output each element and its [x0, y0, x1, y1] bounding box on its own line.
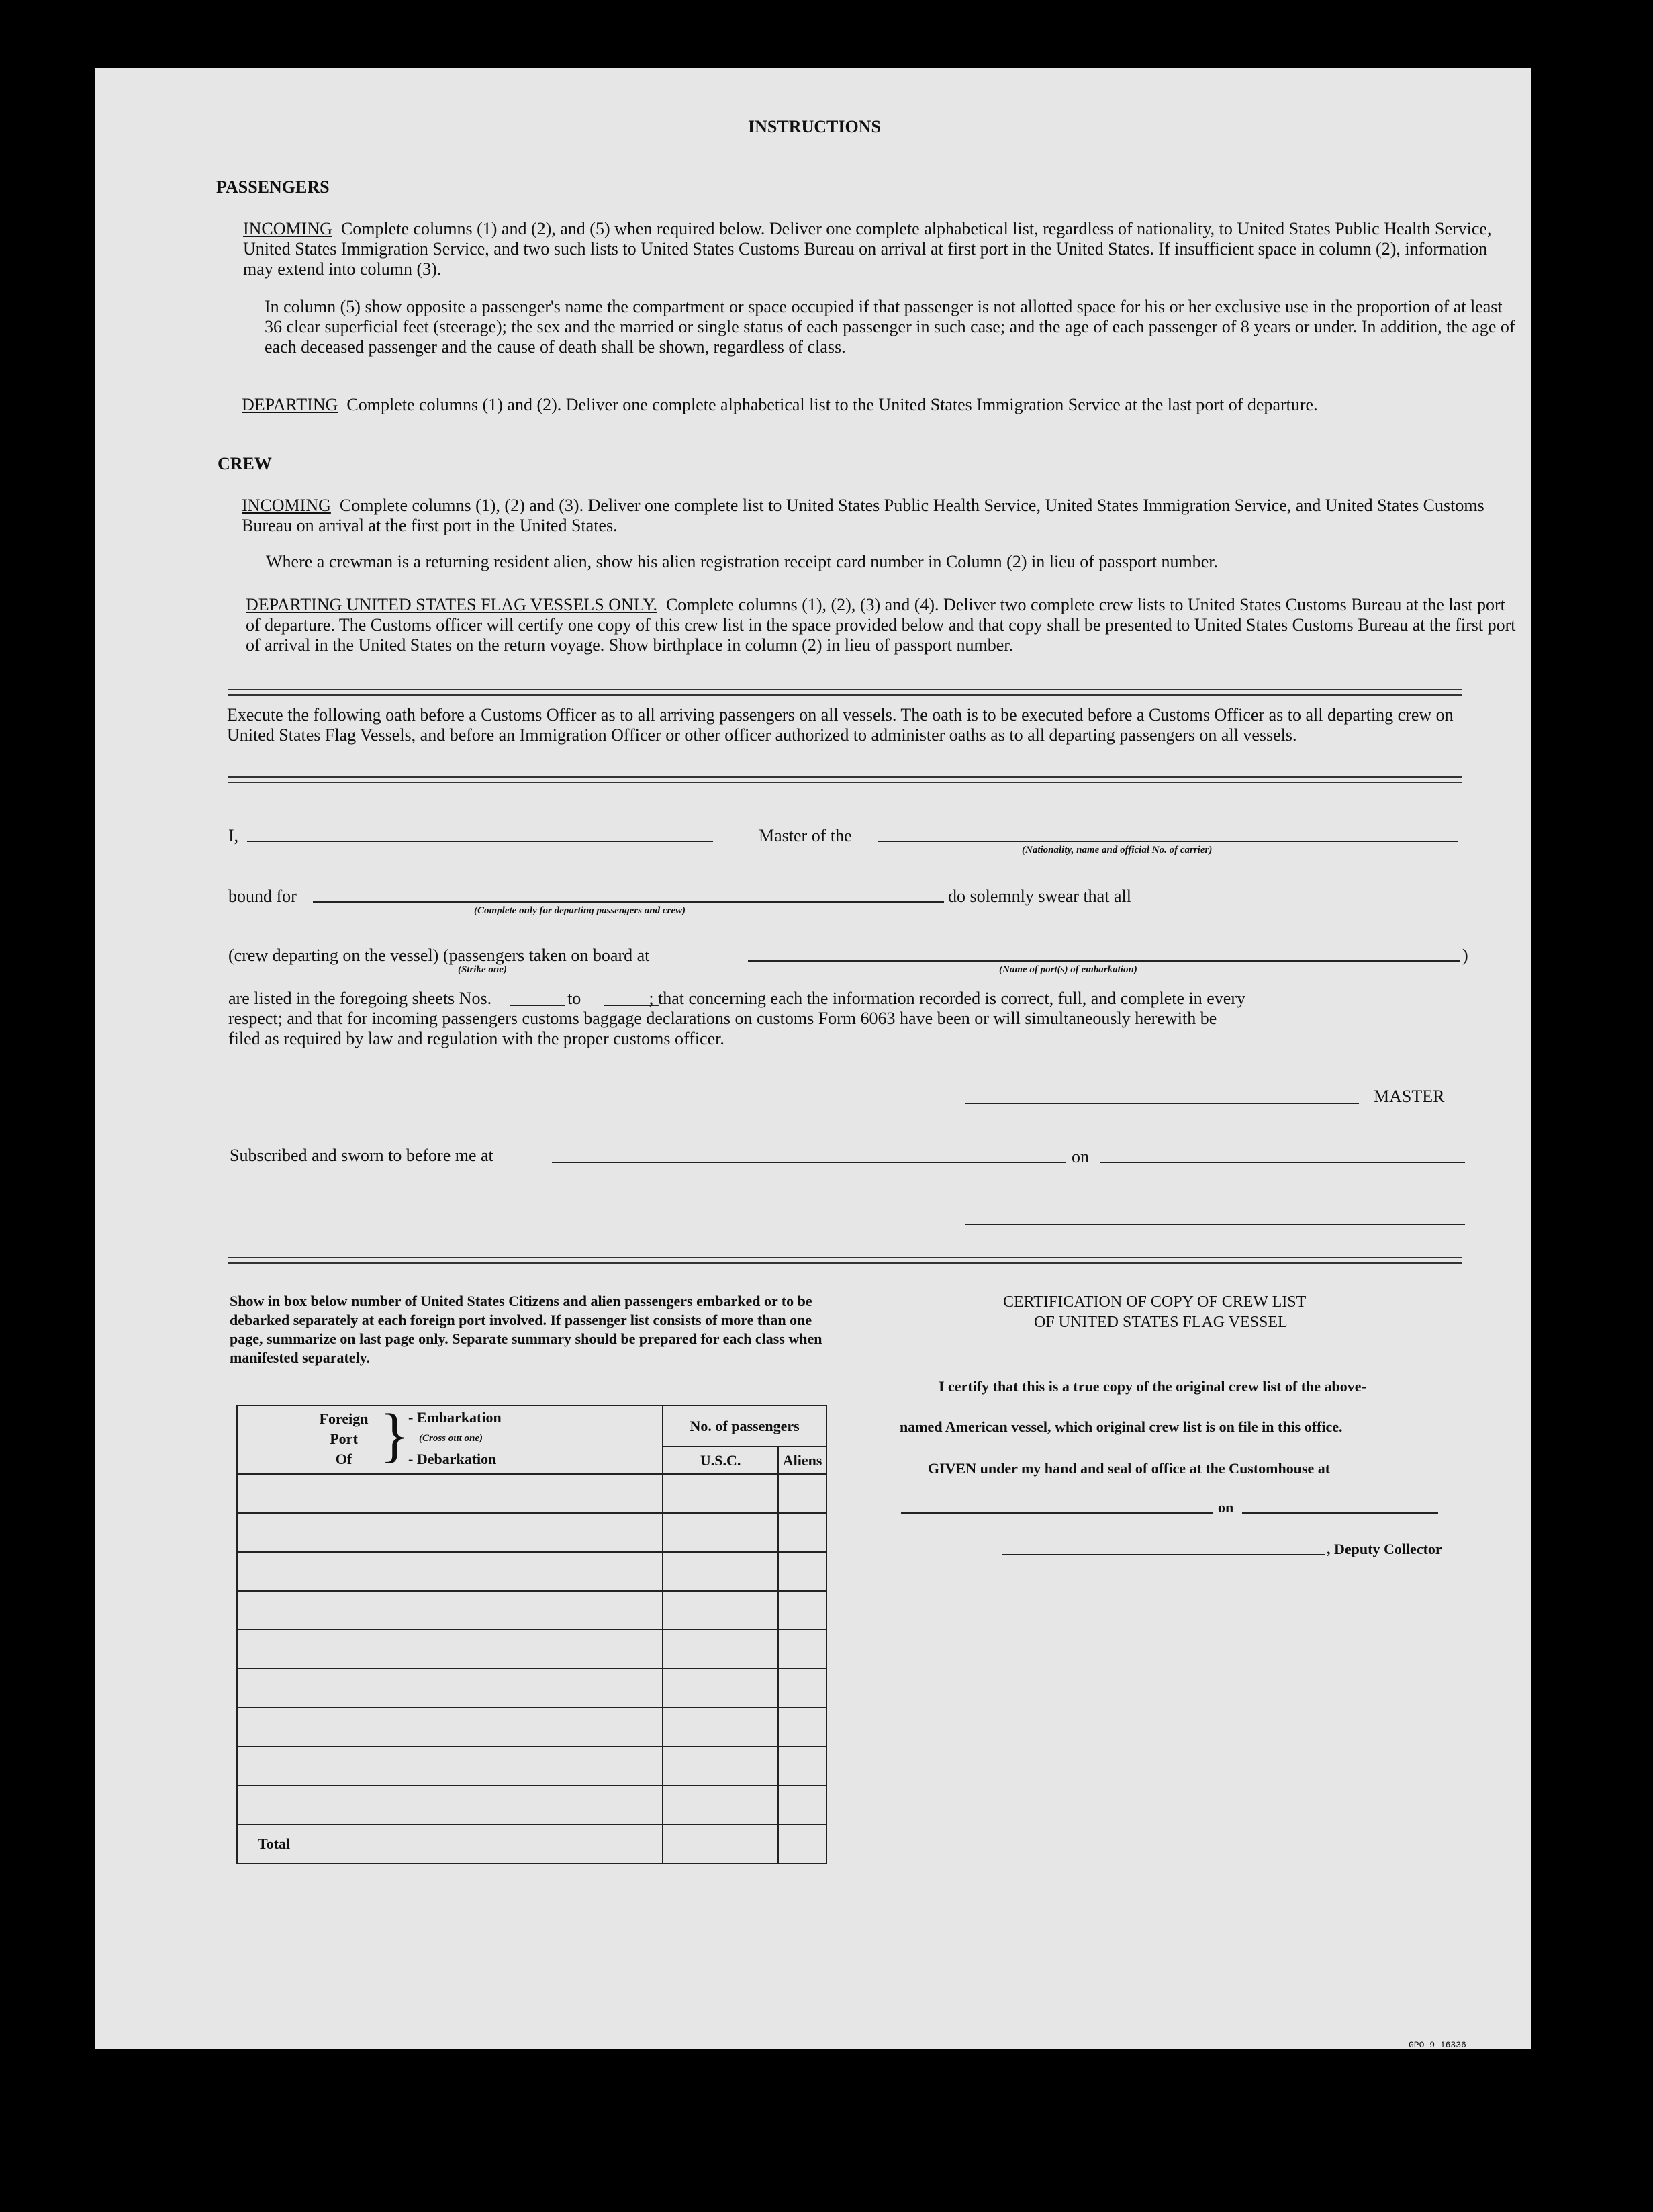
crew-incoming-text: Complete columns (1), (2) and (3). Deliver one complete list to United States Public Health Service, United States Immigration Service, and United States Customs Bureau on arrival at the first port in the United States. — [242, 496, 1484, 535]
listed-line2: respect; and that for incoming passengers customs baggage declarations on customs Form 6063 have been or will simultaneously herewith be — [228, 1009, 1217, 1028]
usc-cell[interactable] — [663, 1786, 778, 1825]
master-label: MASTER — [1374, 1087, 1445, 1106]
strike-note: (Strike one) — [458, 964, 507, 975]
certification-title-2: OF UNITED STATES FLAG VESSEL — [1034, 1314, 1288, 1331]
divider — [228, 1257, 1462, 1264]
aliens-total-cell[interactable] — [778, 1825, 826, 1863]
sheet-to-field[interactable] — [604, 1005, 659, 1006]
table-row[interactable] — [237, 1786, 663, 1825]
master-of-the-label: Master of the — [759, 826, 852, 845]
listed-a: are listed in the foregoing sheets Nos. — [228, 988, 492, 1008]
table-row[interactable] — [237, 1747, 663, 1786]
passengers-heading: PASSENGERS — [216, 177, 330, 197]
crew-incoming-label: INCOMING — [242, 496, 331, 515]
listed-text — [228, 988, 1504, 1009]
table-row[interactable] — [237, 1708, 663, 1747]
form-page — [95, 68, 1531, 2049]
bound-note: (Complete only for departing passengers and crew) — [474, 905, 686, 916]
carrier-note: (Nationality, name and official No. of carrier) — [1022, 845, 1213, 856]
subscribed-label: Subscribed and sworn to before me at — [230, 1146, 493, 1165]
brace-glyph: } — [380, 1402, 410, 1469]
usc-cell[interactable] — [663, 1747, 778, 1786]
table-row[interactable] — [237, 1630, 663, 1669]
aliens-cell[interactable] — [778, 1786, 826, 1825]
bound-for-label: bound for — [228, 886, 297, 906]
usc-cell[interactable] — [663, 1552, 778, 1591]
passengers-departing-text: Complete columns (1) and (2). Deliver one complete alphabetical list to the United States Immigration Service at the last port of departure. — [346, 395, 1318, 414]
passengers-departing — [242, 395, 1519, 415]
port-header — [237, 1402, 663, 1474]
table-row[interactable] — [237, 1591, 663, 1630]
table-row[interactable] — [237, 1513, 663, 1552]
debarkation-label: - Debarkation — [408, 1450, 497, 1467]
aliens-cell[interactable] — [778, 1513, 826, 1552]
crew-flag-text: Complete columns (1), (2), (3) and (4). Deliver two complete crew lists to United States Customs Bureau at the last port of departure. The Customs officer will certify one copy of this crew list in the space provided below and that copy shall be presented to United States Customs Bureau at the first port of arrival in the United States on the return voyage. Show birthplace in column (2) in lieu of passport number. — [246, 595, 1516, 655]
total-label: Total — [258, 1835, 291, 1852]
usc-cell[interactable] — [663, 1474, 778, 1513]
carrier-field[interactable] — [878, 841, 1458, 842]
customhouse-field[interactable] — [901, 1512, 1213, 1514]
aliens-cell[interactable] — [778, 1669, 826, 1708]
embarkation-label: - Embarkation — [408, 1409, 502, 1426]
cross-out-note: (Cross out one) — [419, 1433, 483, 1444]
sworn-date-field[interactable] — [1100, 1162, 1465, 1163]
table-row[interactable] — [237, 1474, 663, 1513]
close-paren: ) — [1462, 946, 1468, 965]
bound-for-field[interactable] — [313, 901, 944, 903]
oath-i-label: I, — [228, 826, 239, 845]
officer-signature-field[interactable] — [965, 1224, 1465, 1225]
sworn-place-field[interactable] — [552, 1162, 1066, 1163]
crew-heading: CREW — [218, 454, 272, 473]
certification-date-field[interactable] — [1242, 1512, 1438, 1514]
of-label: Of — [335, 1450, 352, 1467]
aliens-cell[interactable] — [778, 1474, 826, 1513]
embarkation-ports-field[interactable] — [748, 960, 1460, 962]
page-title: INSTRUCTIONS — [748, 117, 881, 136]
table-row[interactable] — [237, 1669, 663, 1708]
no-of-passengers-header: No. of passengers — [663, 1405, 826, 1446]
ports-note: (Name of port(s) of embarkation) — [999, 964, 1137, 975]
listed-to: to — [567, 988, 581, 1008]
aliens-cell[interactable] — [778, 1708, 826, 1747]
sheet-from-field[interactable] — [510, 1005, 565, 1006]
crew-incoming — [242, 496, 1519, 536]
passengers-column5: In column (5) show opposite a passenger's name the compartment or space occupied if that passenger is not allotted space for his or her exclusive use in the proportion of at least 36 clear superficial feet (steerage); the sex and the married or single status of each passenger in such case; and the age of each passenger of 8 years or under. In addition, the age of each deceased passenger and the cause of death shall be shown, regardless of class. — [265, 297, 1515, 357]
port-label: Port — [330, 1430, 358, 1447]
aliens-cell[interactable] — [778, 1552, 826, 1591]
certification-line2: named American vessel, which original crew list is on file in this office. — [900, 1418, 1343, 1435]
deputy-collector-label: , Deputy Collector — [1327, 1540, 1442, 1557]
footer-code: GPO 9 16336 — [1409, 2040, 1466, 2050]
certification-on-label: on — [1218, 1499, 1234, 1516]
certification-title-1: CERTIFICATION OF COPY OF CREW LIST — [1003, 1293, 1307, 1311]
passengers-incoming-label: INCOMING — [243, 219, 332, 238]
sworn-on-label: on — [1072, 1147, 1089, 1166]
aliens-header: Aliens — [778, 1446, 826, 1474]
certification-line1: I certify that this is a true copy of the original crew list of the above- — [939, 1378, 1366, 1395]
oath-intro: Execute the following oath before a Customs Officer as to all arriving passengers on all vessels. The oath is to be executed before a Customs Officer as to all departing crew on United States Flag Vessels, and before an Immigration Officer or other officer authorized to administer oaths as to all departing passengers on all vessels. — [227, 705, 1454, 745]
usc-total-cell[interactable] — [663, 1825, 778, 1863]
usc-cell[interactable] — [663, 1630, 778, 1669]
swear-text: do solemnly swear that all — [948, 886, 1131, 906]
aliens-cell[interactable] — [778, 1747, 826, 1786]
usc-header: U.S.C. — [663, 1446, 778, 1474]
deputy-signature-field[interactable] — [1002, 1554, 1325, 1555]
passengers-incoming — [243, 219, 1519, 279]
passenger-summary-table — [236, 1402, 827, 1864]
certification-line3: GIVEN under my hand and seal of office at the Customhouse at — [928, 1460, 1331, 1477]
listed-line3: filed as required by law and regulation with the proper customs officer. — [228, 1029, 724, 1048]
summary-instructions: Show in box below number of United States Citizens and alien passengers embarked or to be debarked separately at each foreign port involved. If passenger list consists of more than one page, summarize on last page only. Separate summary should be prepared for each class when manifested separately. — [230, 1293, 822, 1366]
usc-cell[interactable] — [663, 1513, 778, 1552]
passengers-departing-label: DEPARTING — [242, 395, 338, 414]
aliens-cell[interactable] — [778, 1591, 826, 1630]
crew-flag-vessels — [246, 595, 1519, 655]
table-row[interactable] — [237, 1552, 663, 1591]
crew-returning: Where a crewman is a returning resident alien, show his alien registration receipt card number in Column (2) in lieu of passport number. — [266, 552, 1219, 571]
divider — [228, 689, 1462, 696]
crew-flag-label: DEPARTING UNITED STATES FLAG VESSELS ONLY. — [246, 595, 657, 614]
aliens-cell[interactable] — [778, 1630, 826, 1669]
crew-passengers-text: (crew departing on the vessel) (passengers taken on board at — [228, 946, 650, 965]
usc-cell[interactable] — [663, 1708, 778, 1747]
master-name-field[interactable] — [247, 841, 713, 842]
passengers-incoming-text: Complete columns (1) and (2), and (5) when required below. Deliver one complete alphabetical list, regardless of nationality, to United States Public Health Service, United States Immigration Service, and two such lists to United States Customs Bureau on arrival at first port in the United States. If insufficient space in column (2), information may extend into column (3). — [243, 219, 1492, 279]
usc-cell[interactable] — [663, 1591, 778, 1630]
master-signature-field[interactable] — [965, 1103, 1359, 1104]
usc-cell[interactable] — [663, 1669, 778, 1708]
listed-b: ; that concerning each the information recorded is correct, full, and complete in every — [649, 988, 1245, 1008]
divider — [228, 776, 1462, 783]
foreign-label: Foreign — [319, 1410, 369, 1427]
total-row — [237, 1825, 663, 1863]
